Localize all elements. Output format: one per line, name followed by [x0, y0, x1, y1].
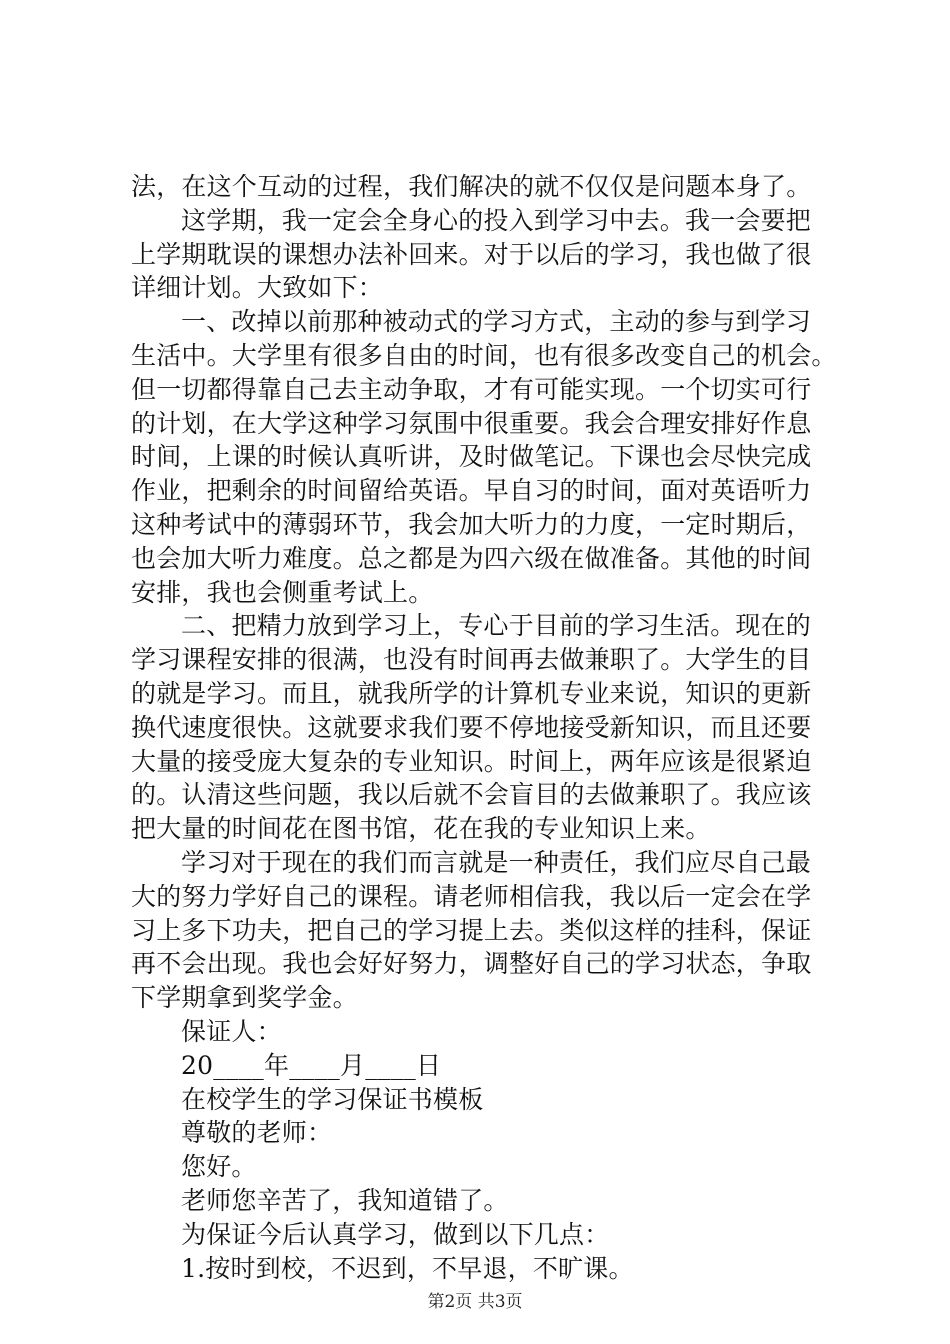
text-line: 老师您辛苦了，我知道错了。 [181, 1185, 509, 1215]
text-line: 作业，把剩余的时间留给英语。早自习的时间，面对英语听力 [131, 476, 812, 506]
text-line: 大的努力学好自己的课程。请老师相信我，我以后一定会在学 [131, 881, 812, 911]
text-line: 学习课程安排的很满，也没有时间再去做兼职了。大学生的目 [131, 645, 812, 675]
date-line: 20____年____月____日 [181, 1050, 442, 1080]
text-line: 的计划，在大学这种学习氛围中很重要。我会合理安排好作息 [131, 408, 812, 438]
text-line: 再不会出现。我也会好好努力，调整好自己的学习状态，争取 [131, 949, 812, 979]
text-line: 换代速度很快。这就要求我们要不停地接受新知识，而且还要 [131, 712, 812, 742]
salutation: 尊敬的老师： [181, 1118, 333, 1148]
text-line: 也会加大听力难度。总之都是为四六级在做准备。其他的时间 [131, 543, 812, 573]
text-line: 法，在这个互动的过程，我们解决的就不仅仅是问题本身了。 [131, 172, 812, 201]
text-line: 大量的接受庞大复杂的专业知识。时间上，两年应该是很紧迫 [131, 746, 812, 776]
text-line: 详细计划。大致如下： [131, 273, 384, 303]
text-line: 把大量的时间花在图书馆，花在我的专业知识上来。 [131, 814, 711, 844]
text-line: 为保证今后认真学习，做到以下几点： [181, 1219, 610, 1249]
text-line: 安排，我也会侧重考试上。 [131, 577, 434, 607]
text-line: 但一切都得靠自己去主动争取，才有可能实现。一个切实可行 [131, 374, 812, 404]
guarantor-line: 保证人： [181, 1016, 282, 1046]
text-line: 生活中。大学里有很多自由的时间，也有很多改变自己的机会。 [131, 340, 837, 370]
document-body [131, 170, 843, 1285]
text-line: 下学期拿到奖学金。 [131, 983, 358, 1013]
page-footer: 第2页 共3页 [427, 1292, 523, 1312]
text-line: 的就是学习。而且，就我所学的计算机专业来说，知识的更新 [131, 678, 812, 708]
text-line: 一、改掉以前那种被动式的学习方式，主动的参与到学习 [181, 307, 812, 337]
list-item: 1.按时到校，不迟到，不早退，不旷课。 [181, 1253, 634, 1283]
text-line: 二、把精力放到学习上，专心于目前的学习生活。现在的 [181, 611, 812, 641]
greeting: 您好。 [181, 1152, 257, 1182]
text-line: 上学期耽误的课想办法补回来。对于以后的学习，我也做了很 [131, 239, 812, 269]
text-line: 的。认清这些问题，我以后就不会盲目的去做兼职了。我应该 [131, 780, 812, 810]
text-line: 习上多下功夫，把自己的学习提上去。类似这样的挂科，保证 [131, 915, 812, 945]
section-title: 在校学生的学习保证书模板 [181, 1084, 484, 1114]
text-line: 时间，上课的时候认真听讲，及时做笔记。下课也会尽快完成 [131, 442, 812, 472]
text-line: 这学期，我一定会全身心的投入到学习中去。我一会要把 [181, 205, 812, 235]
text-line: 这种考试中的薄弱环节，我会加大听力的力度，一定时期后， [131, 509, 812, 539]
text-line: 学习对于现在的我们而言就是一种责任，我们应尽自己最 [181, 847, 812, 877]
